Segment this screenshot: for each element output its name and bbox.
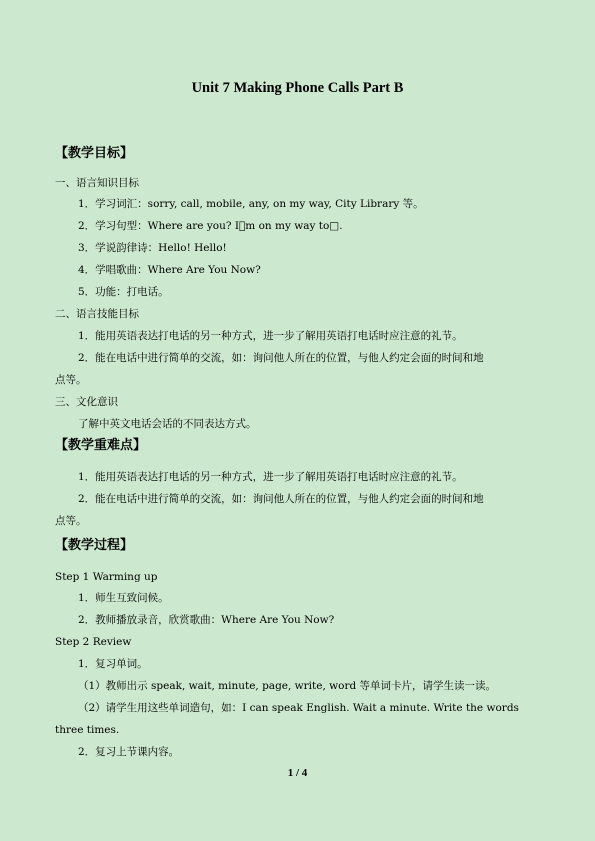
page-number: 1 / 4 xyxy=(287,767,308,779)
objective-item: 2．能在电话中进行简单的交流，如：询问他人所在的位置，与他人约定会面的时间和地 xyxy=(78,352,484,364)
heading-keypoints: 【教学重难点】 xyxy=(55,438,147,453)
step-item-continued: three times. xyxy=(55,724,120,736)
subheading-knowledge: 一、语言知识目标 xyxy=(55,177,139,189)
step-item: 2．复习上节课内容。 xyxy=(78,746,180,758)
objective-item: 1．学习词汇：sorry, call, mobile, any, on my way, City Library 等。 xyxy=(78,198,424,210)
objective-item: 5．功能：打电话。 xyxy=(78,286,169,298)
keypoint-item-continued: 点等。 xyxy=(55,515,87,527)
step-item: （2）请学生用这些单词造句，如：I can speak English. Wait a minute. Write the words xyxy=(78,702,519,714)
step-item: （1）教师出示 speak, wait, minute, page, write, word 等单词卡片，请学生读一读。 xyxy=(78,680,497,692)
objective-item: 2．学习句型：Where are you? I m on my way to□. xyxy=(78,220,343,232)
objective-item: 4．学唱歌曲：Where Are You Now? xyxy=(78,264,261,276)
keypoint-item: 2．能在电话中进行简单的交流，如：询问他人所在的位置，与他人约定会面的时间和地 xyxy=(78,493,484,505)
step-item: 1．师生互致问候。 xyxy=(78,592,169,604)
objective-item-continued: 点等。 xyxy=(55,374,87,386)
step-title: Step 1 Warming up xyxy=(55,571,158,583)
step-item: 2．教师播放录音，欣赏歌曲：Where Are You Now? xyxy=(78,614,335,626)
heading-objectives: 【教学目标】 xyxy=(55,146,134,161)
objective-item: 1．能用英语表达打电话的另一种方式，进一步了解用英语打电话时应注意的礼节。 xyxy=(78,330,463,342)
subheading-skills: 二、语言技能目标 xyxy=(55,308,139,320)
heading-process: 【教学过程】 xyxy=(55,538,134,553)
step-title: Step 2 Review xyxy=(55,636,132,648)
keypoint-item: 1．能用英语表达打电话的另一种方式，进一步了解用英语打电话时应注意的礼节。 xyxy=(78,471,463,483)
objective-item: 了解中英文电话会话的不同表达方式。 xyxy=(78,418,257,430)
objective-item: 3．学说韵律诗：Hello! Hello! xyxy=(78,242,227,254)
subheading-culture: 三、文化意识 xyxy=(55,396,118,408)
step-item: 1．复习单词。 xyxy=(78,658,148,670)
document-title: Unit 7 Making Phone Calls Part B xyxy=(191,80,404,96)
